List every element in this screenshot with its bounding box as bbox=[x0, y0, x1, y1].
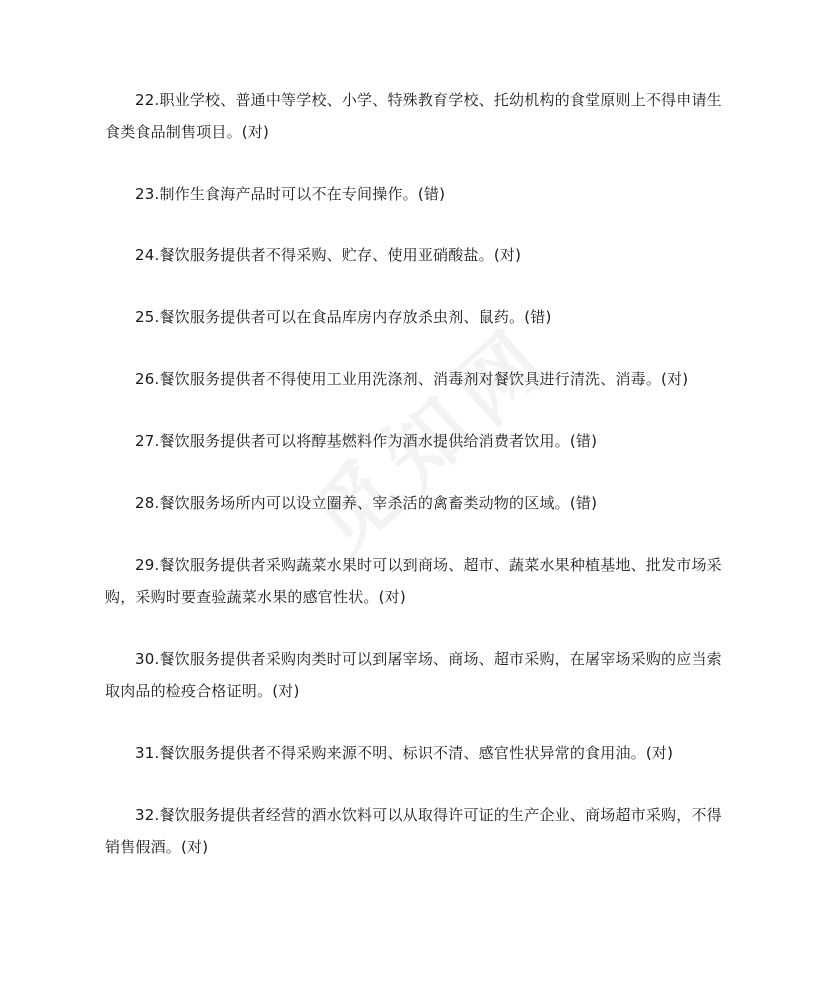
question-text: 25.餐饮服务提供者可以在食品库房内存放杀虫剂、鼠药。(错) bbox=[135, 308, 552, 326]
question-item-26 bbox=[105, 363, 735, 395]
question-item-29 bbox=[105, 549, 735, 613]
question-item-30 bbox=[105, 643, 735, 707]
question-item-25 bbox=[105, 301, 735, 333]
question-text: 30.餐饮服务提供者采购肉类时可以到屠宰场、商场、超市采购，在屠宰场采购的应当索取肉品的检疫合格证明。(对) bbox=[105, 650, 722, 700]
question-item-22 bbox=[105, 84, 735, 148]
question-item-27 bbox=[105, 425, 735, 457]
question-text: 27.餐饮服务提供者可以将醇基燃料作为酒水提供给消费者饮用。(错) bbox=[135, 432, 598, 450]
question-item-23 bbox=[105, 178, 735, 210]
question-text: 26.餐饮服务提供者不得使用工业用洗涤剂、消毒剂对餐饮具进行清洗、消毒。(对) bbox=[135, 370, 689, 388]
question-item-28 bbox=[105, 487, 735, 519]
question-text: 28.餐饮服务场所内可以设立圈养、宰杀活的禽畜类动物的区域。(错) bbox=[135, 494, 598, 512]
question-item-32 bbox=[105, 799, 735, 863]
question-text: 22.职业学校、普通中等学校、小学、特殊教育学校、托幼机构的食堂原则上不得申请生食类食品制售项目。(对) bbox=[105, 91, 722, 141]
question-item-24 bbox=[105, 239, 735, 271]
question-text: 31.餐饮服务提供者不得采购来源不明、标识不清、感官性状异常的食用油。(对) bbox=[135, 744, 674, 762]
question-text: 29.餐饮服务提供者采购蔬菜水果时可以到商场、超市、蔬菜水果种植基地、批发市场采购，采购时要查验蔬菜水果的感官性状。(对) bbox=[105, 556, 722, 606]
question-text: 32.餐饮服务提供者经营的酒水饮料可以从取得许可证的生产企业、商场超市采购，不得销售假酒。(对) bbox=[105, 806, 722, 856]
question-item-31 bbox=[105, 737, 735, 769]
question-text: 24.餐饮服务提供者不得采购、贮存、使用亚硝酸盐。(对) bbox=[135, 246, 522, 264]
question-text: 23.制作生食海产品时可以不在专间操作。(错) bbox=[135, 185, 446, 203]
